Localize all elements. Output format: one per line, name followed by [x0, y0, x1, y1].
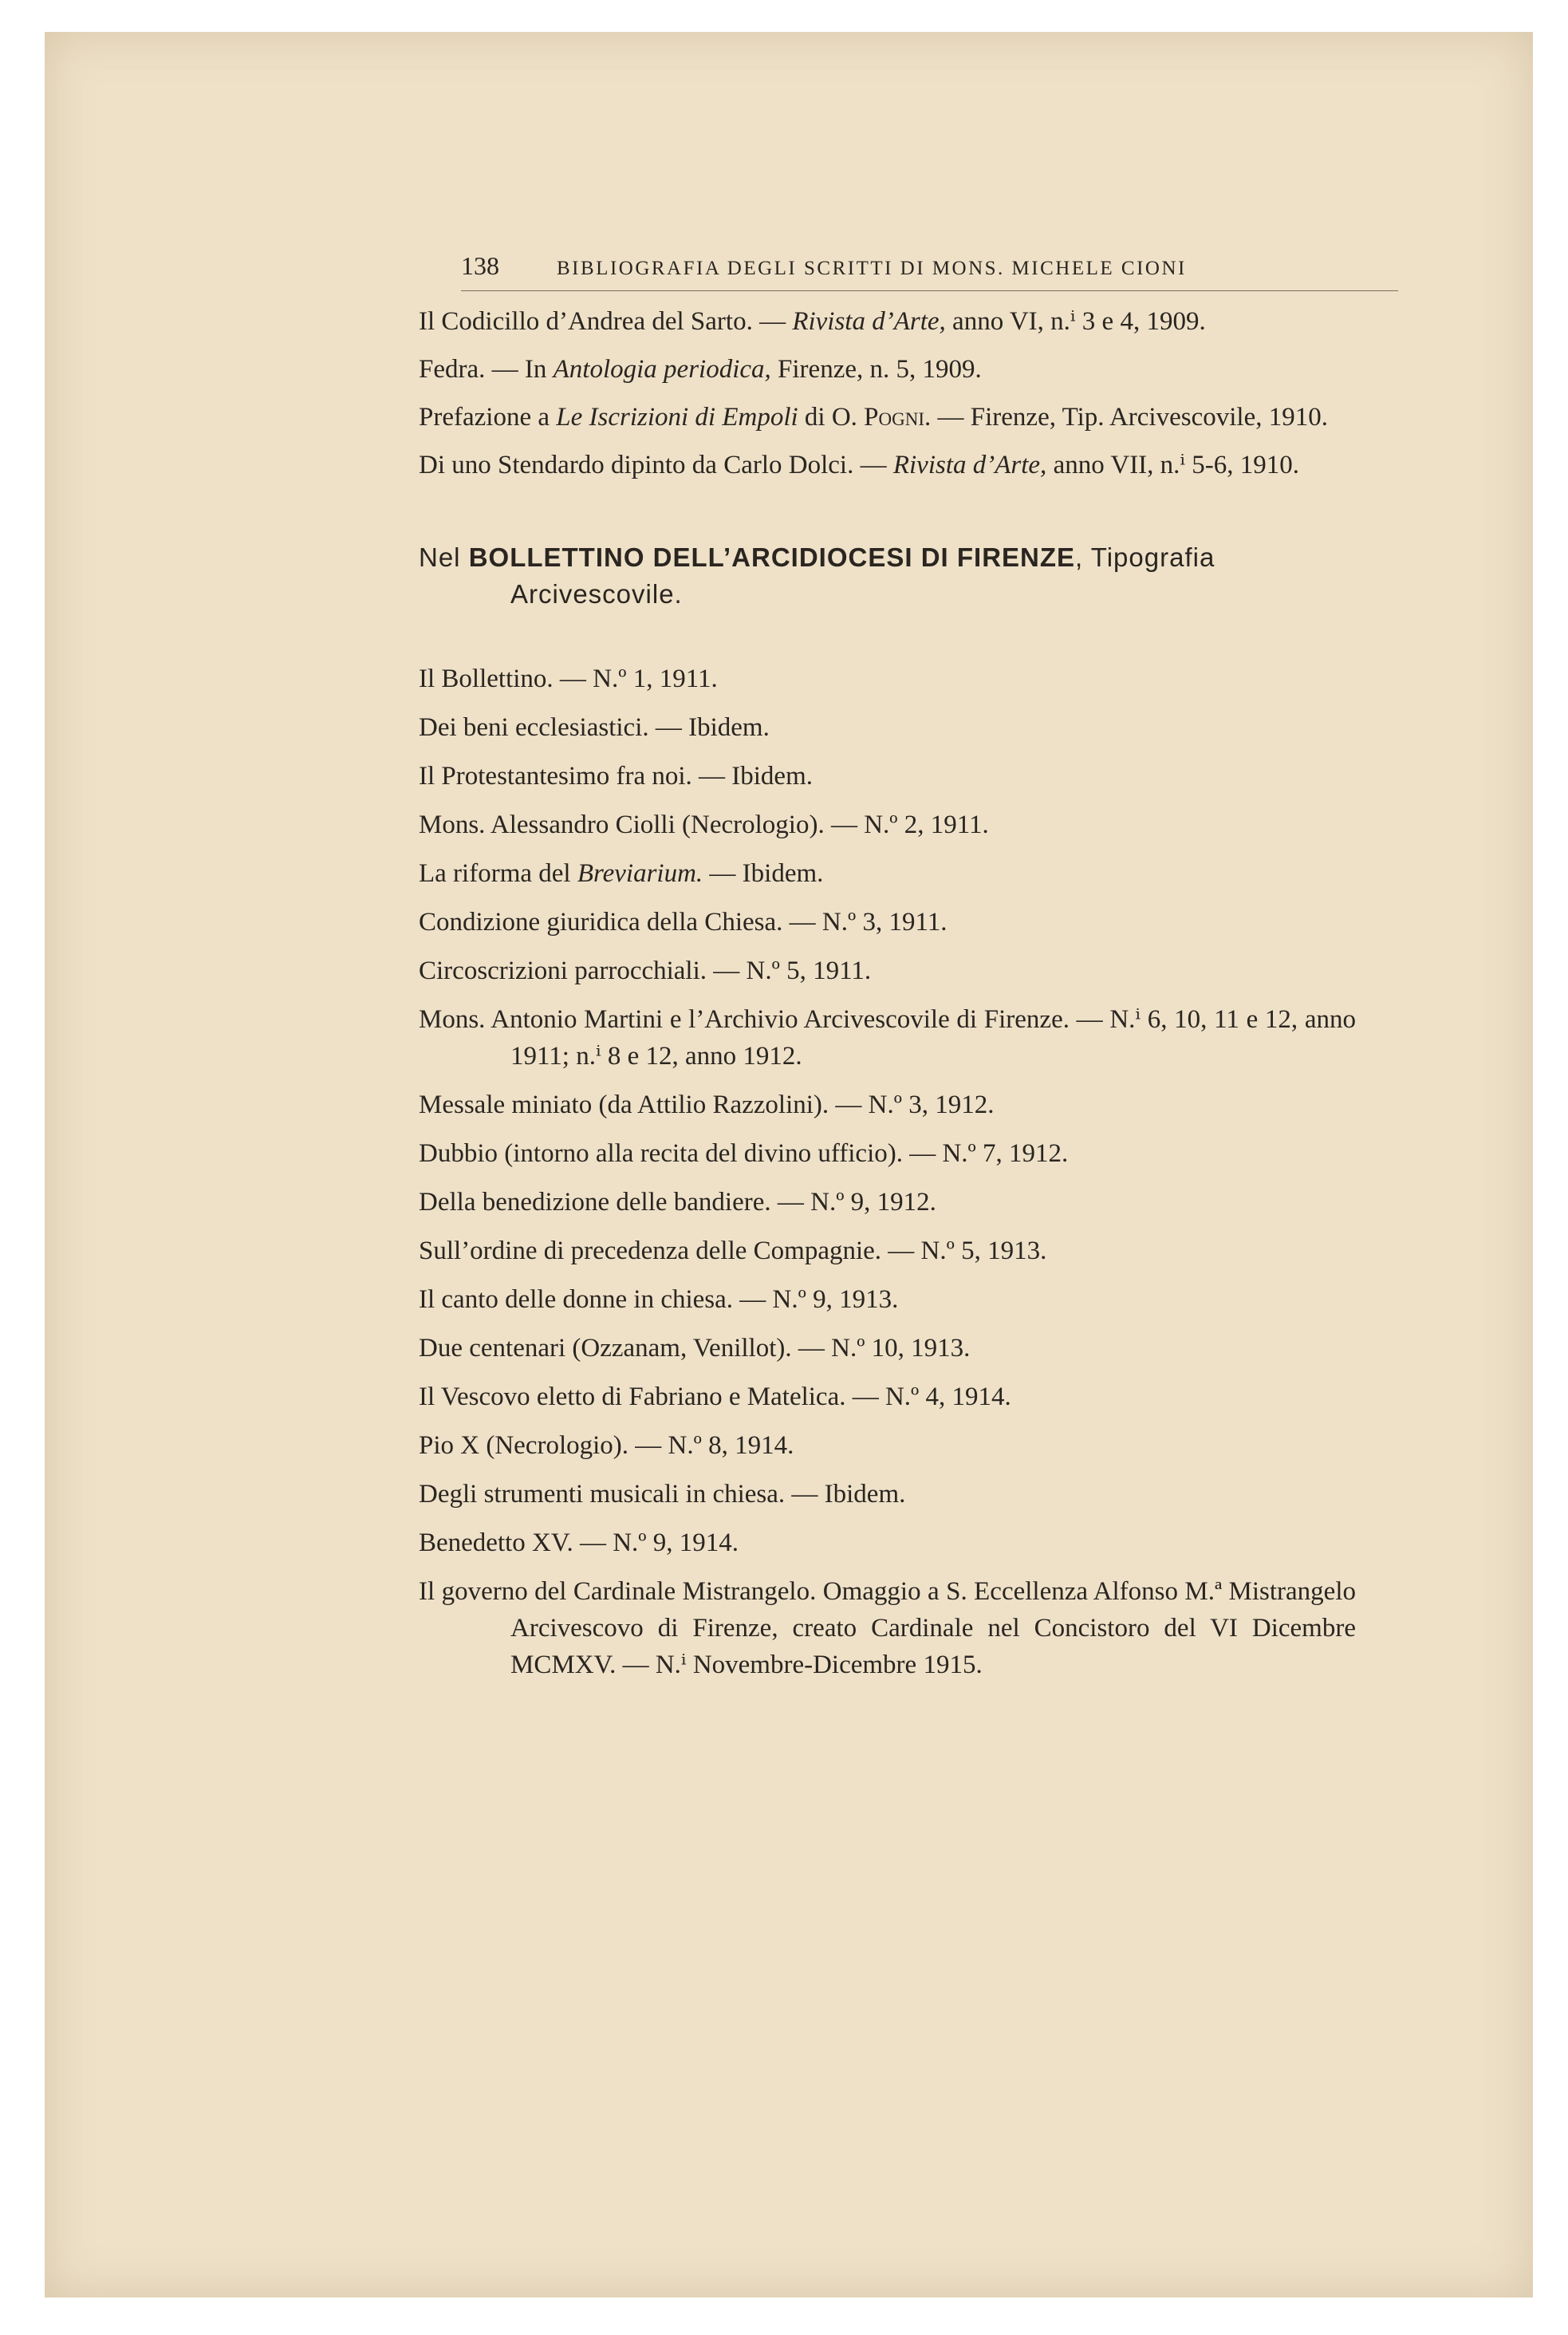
bib-entry: Della benedizione delle bandiere. — N.º 9, 1912. [419, 1188, 936, 1217]
bib-entry: Di uno Stendardo dipinto da Carlo Dolci. — Rivista d’Arte, anno VII, n.ⁱ 5-6, 1910. [419, 451, 1300, 479]
bib-entry: Il Protestantesimo fra noi. — Ibidem. [419, 762, 813, 791]
bibliography-top [419, 303, 1356, 483]
bib-entry: Il governo del Cardinale Mistrangelo. Omaggio a S. Eccellenza Alfonso M.ª Mistrangelo Arcivescovo di Firenze, creato Cardinale nel Concistoro del VI Dicembre MCMXV. — N.ⁱ Novembre-Dicembre 1915. [419, 1577, 1356, 1679]
bib-entry: Il Vescovo eletto di Fabriano e Matelica. — N.º 4, 1914. [419, 1382, 1011, 1411]
bib-entry: Due centenari (Ozzanam, Venillot). — N.º 10, 1913. [419, 1334, 971, 1363]
bib-entry: Dei beni ecclesiastici. — Ibidem. [419, 713, 770, 742]
bib-entry: Dubbio (intorno alla recita del divino ufficio). — N.º 7, 1912. [419, 1139, 1069, 1168]
bib-entry: Sull’ordine di precedenza delle Compagnie. — N.º 5, 1913. [419, 1237, 1047, 1265]
bib-entry: Circoscrizioni parrocchiali. — N.º 5, 1911. [419, 956, 872, 985]
section-heading: Nel BOLLETTINO DELL’ARCIDIOCESI DI FIRENZE, Tipografia Arcivescovile. [419, 542, 1215, 609]
bib-entry: Degli strumenti musicali in chiesa. — Ibidem. [419, 1480, 906, 1509]
bib-entry: Il canto delle donne in chiesa. — N.º 9, 1913. [419, 1285, 899, 1314]
bib-entry: Benedetto XV. — N.º 9, 1914. [419, 1528, 739, 1557]
bib-entry: Mons. Antonio Martini e l’Archivio Arcivescovile di Firenze. — N.ⁱ 6, 10, 11 e 12, anno 1911; n.ⁱ 8 e 12, anno 1912. [419, 1005, 1356, 1071]
bib-entry: Mons. Alessandro Ciolli (Necrologio). — N.º 2, 1911. [419, 811, 989, 839]
bib-entry: Il Codicillo d’Andrea del Sarto. — Rivista d’Arte, anno VI, n.ⁱ 3 e 4, 1909. [419, 307, 1206, 336]
running-header [461, 251, 1398, 291]
bib-entry: Messale miniato (da Attilio Razzolini). — N.º 3, 1912. [419, 1091, 995, 1119]
bib-entry: Il Bollettino. — N.º 1, 1911. [419, 665, 718, 693]
page-number: 138 [461, 251, 499, 280]
bib-entry: Pio X (Necrologio). — N.º 8, 1914. [419, 1431, 794, 1460]
page-body [419, 303, 1356, 1695]
bib-entry: La riforma del Breviarium. — Ibidem. [419, 859, 824, 888]
bib-entry: Condizione giuridica della Chiesa. — N.º 3, 1911. [419, 908, 947, 937]
bib-entry: Fedra. — In Antologia periodica, Firenze, n. 5, 1909. [419, 355, 982, 384]
bib-entry: Prefazione a Le Iscrizioni di Empoli di O. Pogni. — Firenze, Tip. Arcivescovile, 1910. [419, 403, 1328, 432]
bibliography-list [419, 661, 1356, 1683]
running-title: BIBLIOGRAFIA DEGLI SCRITTI DI MONS. MICHELE CIONI [557, 258, 1187, 279]
